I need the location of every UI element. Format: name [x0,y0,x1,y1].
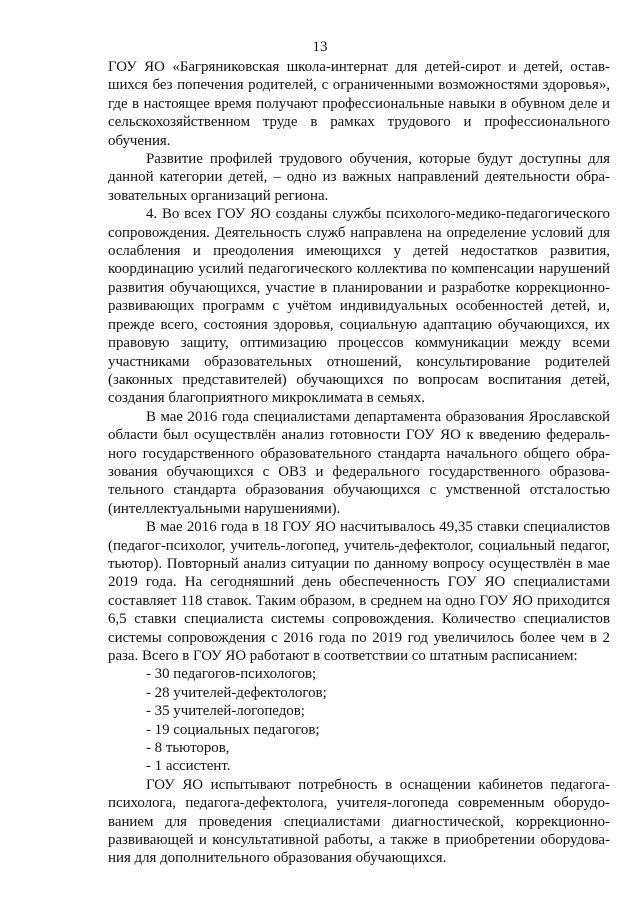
paragraph-3: 4. Во всех ГОУ ЯО созданы службы психолого-медико-педагогического сопровождения. Деятельность служб направлена на определение условий для ослабления и преодоления имеющихся у детей недостатков развития, координацию усилий педагогического коллектива по компенсации нарушений развития обучающихся, участие в планировании и разработке коррекционно-развивающих программ с учётом индивидуальных особенностей детей, и, прежде всего, состояния здоровья, социальную адаптацию обучающихся, их правовую защиту, оптимизацию процессов коммуникации между всеми участниками образовательных отношений, консультирование родителей (законных представителей) обучающихся по вопросам воспитания детей, создания благоприятного микроклимата в семьях. [108,206,610,407]
paragraph-1: ГОУ ЯО «Багряниковская школа-интернат для детей-сирот и детей, оставшихся без попечения родителей, с ограниченными возможностями здоровья», где в настоящее время получают профессиональные навыки в обувном деле и сельскохозяйственном труде в рамках трудового и профессионального обучения. [108,59,610,149]
paragraph-5: В мае 2016 года в 18 ГОУ ЯО насчитывалось 49,35 ставки специалистов (педагог-психолог, учитель-логопед, учитель-дефектолог, социальный педагог, тьютор). Повторный анализ ситуации по данному вопросу осуществлён в мае 2019 года. На сегодняшний день обеспеченность ГОУ ЯО специалистами составляет 118 ставок. Таким образом, в среднем на одно ГОУ ЯО приходится 6,5 ставки специалиста системы сопровождения. Количество специалистов системы сопровождения с 2016 года по 2019 год увеличилось более чем в 2 раза. Всего в ГОУ ЯО работают в соответствии со штатным расписанием: [108,519,610,664]
list-item: - 28 учителей-дефектологов; [146,684,327,701]
list-item: - 35 учителей-логопедов; [146,703,305,720]
paragraph-final: ГОУ ЯО испытывают потребность в оснащении кабинетов педагога-психолога, педагога-дефектолога, учителя-логопеда современным оборудованием для проведения специалистами диагностической, коррекционно-развивающей и консультативной работы, а также в приобретении оборудования для дополнительного образования обучающихся. [108,776,610,867]
list-item: - 8 тьюторов, [146,740,230,757]
staff-list [108,665,610,775]
paragraph-4: В мае 2016 года специалистами департамента образования Ярославской области был осуществлён анализ готовности ГОУ ЯО к введению федерального государственного образовательного стандарта начального общего образования обучающихся с ОВЗ и федерального государственного образовательного стандарта образования обучающихся с умственной отсталостью (интеллектуальными нарушениями). [108,408,610,517]
list-item: - 30 педагогов-психологов; [146,666,317,683]
page-number: 13 [312,39,328,55]
list-item: - 19 социальных педагогов; [146,721,320,738]
document-body [108,58,610,868]
paragraph-2: Развитие профилей трудового обучения, которые будут доступны для данной категории детей, – одно из важных направлений деятельности образовательных организаций региона. [108,151,610,204]
list-item: - 1 ассистент. [146,758,231,775]
